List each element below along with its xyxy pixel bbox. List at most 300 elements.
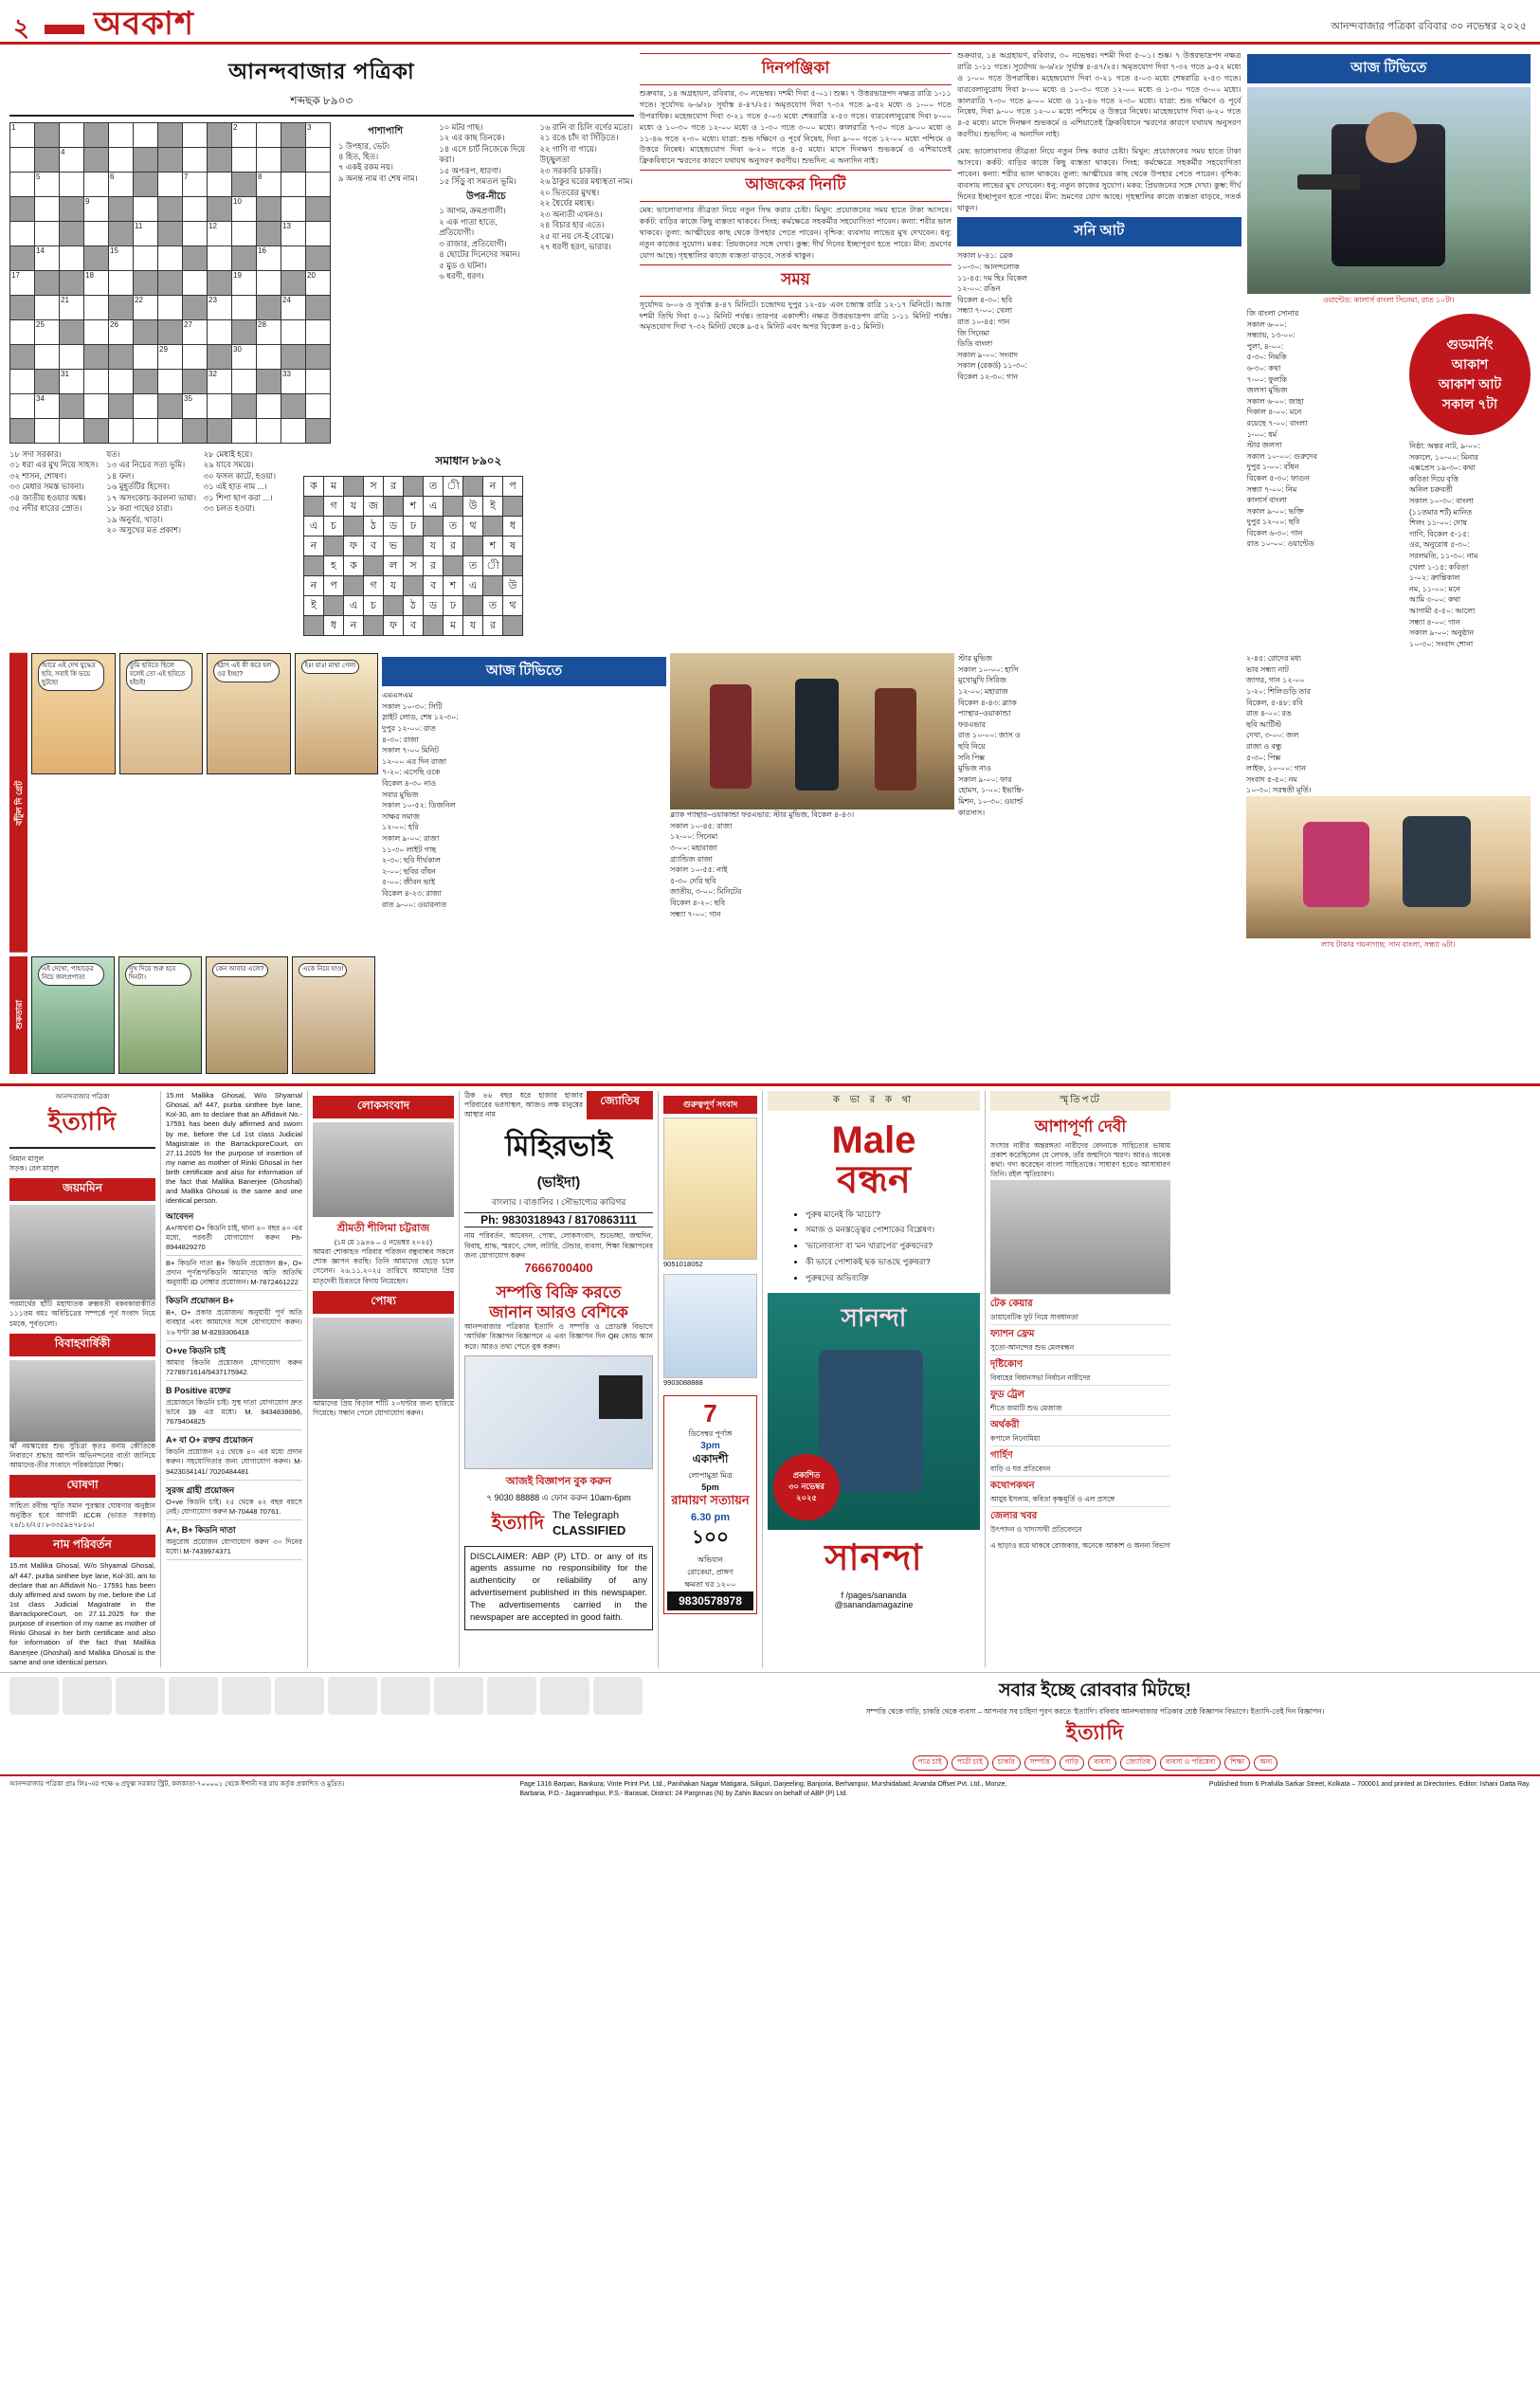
clue-item: রাত ১০-৪৫: গান: [957, 318, 1010, 327]
clue-item: দেখা, ৩-০০: জল: [1246, 731, 1299, 740]
across-heading: পাশাপাশি: [368, 126, 404, 136]
clue-item: ৫-৩০: পিক্স: [1246, 753, 1281, 762]
clue-item: ৪-৩০: রাজা: [382, 735, 419, 744]
camera-icon: [593, 1677, 643, 1715]
crossword-logo: [9, 54, 634, 112]
classified-ad-body: অনুরোধ প্রয়োজন যোগাযোগ করুন ৩০ দিনের মধ্যে। M-7439974371: [166, 1536, 302, 1555]
facebook-handle[interactable]: f /pages/sananda: [841, 1590, 907, 1600]
book-ad-phone[interactable]: ৭ 9030 88888 এ ফোন করুন 10am-6pm: [486, 1492, 631, 1502]
small-ad-heading[interactable]: গুরুত্বপূর্ণ সংবাদ: [663, 1096, 757, 1114]
affidavit-text: 15.mt Mallika Ghosal, W/o Shyamal Ghosal, a/f 447, purba sinthee bye lane, Kol-30, am to declare that an Affidavit No.- 17591 has been duly affirmed and sworn by me, before the Ld 1st class Judicial Magistrate in the BarrackporeCourt, on 27.11.2025 for the purpose of insertion of my name as mother of Rinki Ghosal in her birth certificate and also for information of the fact that Mallika Banerjee (Ghoshal) and Mallika Ghosal is the same and one identical person.: [9, 1561, 155, 1666]
magazine-section-body: উৎপাদন ও খাদ্যসাথী প্রতিবেদনে: [990, 1525, 1082, 1535]
theatre-price-sub: অভিযান: [698, 1555, 723, 1565]
clue-item: কারসাস।: [958, 808, 986, 817]
clue-item: সকাল ৯-০০: ফার: [958, 774, 1012, 784]
clue-item: ১৮ সদা সরকার।: [9, 449, 62, 459]
page-footer: [0, 1774, 1540, 1803]
clue-item: ১৮ করা গাছের চারা।: [106, 503, 173, 514]
clue-item: রাত ৯-০০: ওয়ারনাত: [382, 900, 447, 909]
magazine-section-title: অর্থকরী: [990, 1420, 1020, 1430]
promo-tag[interactable]: পাত্র চাই: [913, 1755, 948, 1771]
clue-item: নিষ্ঠা: অন্তর নাট, ৯-০০:: [1409, 442, 1480, 450]
itadi-rate-2: সড়ক। রেল মাসুল: [9, 1164, 60, 1173]
clue-item: দুপুর ১২-০০: ছবি: [1246, 518, 1300, 527]
comics-section: [0, 649, 1540, 956]
clue-item: সন্ধ্যায়, ১৩-০০:: [1246, 331, 1295, 340]
astrologer-tagline: বাংলার । বাঙালির । সৌভাগ্যের কারিগর: [491, 1197, 626, 1208]
tent-icon: [169, 1677, 218, 1715]
announcement-text: সাহিত্য রবীন্দ্র স্মৃতি সমান পুরস্কার ঘোষণার অনুষ্ঠান অনুষ্ঠিত হবে আগামী ICCR (ভারত সরকার) ২৪/১২/২৫। ৮৩৩৫৯৪৭৮৫৬।: [9, 1501, 155, 1530]
clue-item: সংবাদ ৫-৫০: নম: [1246, 774, 1297, 784]
classified-ad[interactable]: [166, 1256, 302, 1291]
masthead-rule: [45, 25, 84, 34]
clue-item: সন্ধ্যা ৭-০০: নিম: [1246, 484, 1297, 494]
magazine-section: [990, 1506, 1170, 1536]
magazine-section-body: শীতে জমাটি শুভ মেজাজ: [990, 1403, 1062, 1412]
telegraph-classified-logo: [553, 1510, 625, 1537]
clue-item: সকাল ৮-৪১: ব্রেক: [957, 251, 1013, 261]
almanac-continued-2: মেষ: ভালোবাসার তীব্রতা নিয়ে নতুন সিদ্ধ করার চেষ্টা। মিথুন: প্রয়োজনের সময় হাতে টাকা আসবে। কর্কট: বাড়ির কাজে কিছু ব্যস্ততা থাকবে। সিংহ: কর্মক্ষেত্রে সহকর্মীর সহযোগিতা পাবেন। কন্যা: শরীর ভাল থাকবে। তুলা: আত্মীয়ের কাছ থেকে উপহার পেতে পারেন। বৃশ্চিক: ব্যবসায় লাভের মুখ দেখবেন। ধনু: নতুন কাজের সুযোগ। মকর: প্রিয়জনের সঙ্গে দেখা। কুম্ভ: দীর্ঘ দিনের ইচ্ছাপূরণ হতে পারে। মীন: ভ্রমণের যোগ আছে। গৃহস্থালির কাজে ব্যস্ততা বাড়বে, সতর্ক থাকুন।: [957, 147, 1241, 212]
clue-item: ৩১ এই হাত নাম ...।: [203, 482, 267, 492]
crossword-grid[interactable]: 1 2 3 4 5 6 7 8 9 10 11 12 13 14 15 16 17 18 19 20 21 22 23 24 25 26 27 28 29 30 31 32 33 34 35: [9, 122, 331, 444]
clue-item: কালার্স বাংলা: [1246, 496, 1287, 505]
clues-col-c: [540, 122, 634, 282]
clue-item: উচ্ছ্বলতা: [539, 155, 571, 165]
instagram-handle[interactable]: @sanandamagazine: [834, 1599, 914, 1609]
tv-subheading-sony: সনি আট: [957, 217, 1241, 246]
ajker-dinti-body: মেষ: ভালোবাসার তীব্রতা নিয়ে নতুন সিদ্ধ করার চেষ্টা। মিথুন: প্রয়োজনের সময় হাতে টাকা আসবে। কর্কট: বাড়ির কাজে কিছু ব্যস্ততা থাকবে। সিংহ: কর্মক্ষেত্রে সহকর্মীর সহযোগিতা পাবেন। কন্যা: শরীর ভাল থাকবে। তুলা: আত্মীয়ের কাছ থেকে উপহার পেতে পারেন। বৃশ্চিক: ব্যবসায় লাভের মুখ দেখবেন। ধনু: নতুন কাজের সুযোগ। মকর: প্রিয়জনের সঙ্গে দেখা। কুম্ভ: দীর্ঘ দিনের ইচ্ছাপূরণ হতে পারে। মীন: ভ্রমণের যোগ আছে। গৃহস্থালির কাজে ব্যস্ততা বাড়বে, সতর্ক থাকুন।: [639, 206, 952, 260]
clue-item: দুপুর ১-০০: বাঁধন: [1246, 463, 1299, 472]
promo-tag[interactable]: শিক্ষা: [1224, 1755, 1250, 1771]
clue-item: সকাল ১০-০০: গুরুদেব: [1246, 451, 1317, 461]
clue-item: ছবি নিয়ে: [958, 742, 986, 752]
footer-left: আনন্দবাজার পত্রিকা প্রাঃ লিঃ-এর পক্ষে ৬ প্রফুল্ল সরকার স্ট্রিট, কলকাতা-৭০০০০১ থেকে ঈশানী দত্ত রায় কর্তৃক প্রকাশিত ও মুদ্রিত।: [9, 1780, 345, 1788]
clue-item: ৬-৩০: কথা: [1246, 363, 1281, 373]
clue-item: ২২ গাণি বা গায়ে।: [539, 143, 597, 154]
promo-icons: [9, 1677, 654, 1771]
magazine-section-title: টেক কেয়ার: [990, 1298, 1033, 1309]
classified-ad[interactable]: [166, 1430, 302, 1480]
clue-item: সকাল ১০-৪৫: রাজা: [670, 821, 733, 830]
clue-item: ১-০০: ধর্ম: [1246, 429, 1277, 439]
clue-item: মিশন, ১০-৩০: ওয়ার্ল্ড: [958, 797, 1024, 806]
clue-item: জাগর, গান ১২-০০: [1246, 676, 1305, 685]
clue-item: সকাল ১০-৩০: সিটি: [382, 701, 443, 711]
classified-ad-title: কিডনি প্রয়োজন B+: [166, 1296, 234, 1306]
magazine-section-title: ফ্যাশন ফ্রেম: [990, 1328, 1035, 1339]
clue-item: ৩২ শাসন, শোষণ।: [9, 470, 67, 481]
clue-item: (১১তমার শর্ট) মানিত: [1409, 507, 1473, 517]
comic-panel: [206, 956, 289, 1074]
clue-item: ১৭ অসংকোচ করলনা ভাষা।: [106, 492, 196, 502]
cover-bullet: • পুরুষদের অভিব্যক্তি: [806, 1272, 980, 1285]
clue-item: ফরএভার: [958, 719, 987, 729]
badge-line3: ২০২৫: [795, 1492, 818, 1502]
promo-tag[interactable]: অন্য: [1254, 1755, 1277, 1771]
classified-ad-body: B+, O+ প্রকার প্রয়োজন/ অনুযায়ী পূর্ণ অতি ব্যবহার এবং আমাদের সঙ্গে যোগাযোগ করুন। ২৬ ঘণ্টা 38 M-8293306418: [166, 1308, 302, 1336]
comic-strip-2-label: শুকতারা: [9, 956, 27, 1074]
promo-logo: ইত্যাদি: [1065, 1719, 1125, 1744]
magazine-cover-image: সানন্দা প্রকাশিত ৩০ নভেম্বর ২০২৫: [768, 1293, 980, 1530]
classified-ad-title: সুরজ গ্রাহী প্রয়োজন: [166, 1484, 235, 1495]
mid-tv-block-2: [958, 653, 1242, 953]
clue-item: সকাল ৬-০০:: [1246, 319, 1287, 329]
magazine-section: [990, 1294, 1170, 1324]
clue-item: রাজা ও বন্ধু: [1246, 742, 1282, 752]
crossword-column: [9, 50, 634, 649]
somoy-heading: সময়: [640, 264, 951, 297]
clue-item: ৭-২০: এসেছি ওকে: [382, 768, 441, 777]
divider: [9, 115, 634, 117]
classified-ad[interactable]: [166, 1207, 302, 1256]
comic-bubble: সুখ দিয়ে শুরু হবে দিনটা।: [125, 963, 191, 986]
clue-item: বিকেল ৫-৩০: ফাগুন: [1246, 473, 1311, 482]
almanac-column: [640, 50, 951, 649]
theatre-venue: রোকেয়া, প্রাঙ্গণ: [687, 1568, 734, 1577]
clue-item: সকালে, ১০-০০: মিনার: [1409, 452, 1478, 462]
classified-ad[interactable]: [166, 1381, 302, 1430]
clue-item: আমি ৩-০০: কথা: [1409, 595, 1461, 605]
memoir-author: আশাপূর্ণা দেবী: [1034, 1118, 1127, 1136]
clue-item: বিকেল ৪-৪৩: ব্ল্যাক: [958, 698, 1017, 707]
clue-item: জলসা মুভিজ: [1246, 386, 1288, 395]
clue-item: অনিল চক্রবর্তী: [1409, 485, 1453, 495]
abp-name: আনন্দবাজার পত্রিকা: [228, 59, 415, 83]
clue-item: পুলা, ৪-০০:: [1246, 341, 1284, 351]
loksangbad-heading[interactable]: লোকসংবাদ: [313, 1096, 454, 1118]
obituary-text: পরমার্থের হাঁটি মহাঘাতক রুক্মবতী বকবকারাকীর্তি ১১১তম বয়ঃ অবিচিত্রের সম্পর্কে পূর্ব সংবাদ নিয়ে চমকে, পূর্বগুলো।: [9, 1300, 155, 1328]
classified-ad[interactable]: [166, 1520, 302, 1560]
promo-body: সম্পত্তি থেকে গাড়ি, চাকরি থেকে ব্যবসা – আপনার সব চাহিদা পূরণ করতে 'ইত্যাদি'। রবিবার আনন্দবাজার পত্রিকার শ্রেষ্ঠ বিজ্ঞাপন বিভাগে। ইত্যাদি-তেই দিন বিজ্ঞাপন।: [865, 1706, 1325, 1716]
comic-panel: [292, 956, 375, 1074]
black-panther-photo: [670, 653, 954, 809]
pet-heading[interactable]: পোষ্য: [313, 1291, 454, 1314]
classified-ad-title: A+, B+ কিডনি দাতা: [166, 1524, 236, 1535]
clue-item: ২৪ বিচার হার এতে।: [539, 220, 605, 230]
magazine-section: [990, 1446, 1170, 1476]
clue-item: বিকেল ৪-৩০ নাও: [382, 779, 437, 789]
clue-item: সরলমতি, ১১-৩০: নাম: [1409, 551, 1478, 560]
magazine-section: [990, 1415, 1170, 1446]
clue-item: রাত ৪-০০: রঙ: [1246, 709, 1292, 718]
mid-tv-heading: আজ টিভিতে: [382, 657, 666, 686]
classified-ad-body: A+/অথবা O+ কিডনি চাই, থানা ৪০ বছর ৪০ এর মধ্যে, পরবর্তী যোগাযোগ করুন Ph-8944829270: [166, 1223, 302, 1251]
clue-item: সাক্ষর সমাজ: [382, 811, 420, 821]
clue-item: লাইফ, ১০-০০: গান: [1246, 764, 1306, 773]
clue-item: যত।: [106, 449, 120, 459]
ad-line-4: সকাল ৭টা: [1441, 396, 1498, 411]
classified-ad-body: প্রয়োজনে কিডনি চাই। সুস্থ দাতা যোগাযোগ দ্রুত ভাবে 39 এর মধ্যে। M. 9434838696, 7679404825: [166, 1397, 302, 1427]
clue-item: সকাল ১০-৫৫: নাই: [670, 865, 728, 875]
magazine-section-body: ডায়াবেটিক ফুট নিয়ে সাবধানতা: [990, 1312, 1078, 1321]
mid-photo-block: [670, 653, 954, 953]
memorial-dates: (১ম মে ১৯৪৬ – ৫ নভেম্বর ২০২৫): [334, 1238, 433, 1246]
page-number: ২: [13, 13, 29, 42]
clue-item: সন্ধ্যা ৭-০০: গান: [670, 909, 721, 918]
clue-item: সকাল ৯-০০: রাজা: [382, 834, 440, 843]
clue-item: ২৯ যাবে সময়ে।: [203, 460, 254, 470]
clue-item: ১ উপহার, ভেট।: [338, 140, 390, 151]
clue-item: ৩৩ চলত হওয়া।: [203, 503, 255, 514]
classified-ad-title: আবেদন: [166, 1210, 194, 1221]
appeal-list: [166, 1207, 302, 1561]
ad-line-1: গুডমর্নিং: [1446, 336, 1494, 352]
clue-item: ১১-৪৫: দম ছিঃ বিকেল: [957, 273, 1028, 282]
classified-col-3: [313, 1091, 460, 1667]
promo-tag[interactable]: জ্যোতিষ: [1120, 1755, 1156, 1771]
clue-item: খেলা ১-১৫: কবিতা: [1409, 562, 1469, 572]
mid-tv-block: [382, 653, 666, 953]
somoy-body: সূর্যোদয় ৬-০৬ ও সূর্যাস্ত ৪-৪৭ মিনিটে। চন্দ্রোদয় দুপুর ১২-৫৮ এবং চন্দ্রাস্ত রাত্রি ১২-১৭ মিনিটে। আজ দশমী তিথি দিবা ৫-০১ মিনিট পর্যন্ত। তারপর একাদশী। নক্ষত্র উত্তরভাদ্রপদ রাত্রি ১-১১ মিনিট পর্যন্ত। অমৃতযোগ দিবা ৭-৩২ মিনিট থেকে ৯-৫২ মিনিট এবং অপর বিকেল ৪-৫১ মিনিট।: [639, 300, 952, 332]
classified-ad-title: O+ve কিডনি চাই: [166, 1345, 226, 1355]
clue-item: জি সিনেমা: [957, 328, 990, 337]
book-ad-heading: আজই বিজ্ঞাপন বুক করুন: [505, 1475, 612, 1487]
clue-item: ১০-৩০: সরস্বতী মূর্তি।: [1246, 786, 1312, 795]
clue-item: গাণি, বিকেল ৫-১৫:: [1409, 529, 1470, 538]
clue-item: ১২-০০: রঙিন: [957, 284, 1001, 294]
classified-col-4: [464, 1091, 659, 1667]
theatre-show1-title: একাদশী: [692, 1452, 729, 1466]
classified-col-2: [166, 1091, 308, 1667]
tv-circle-ad-wrap: [1409, 308, 1531, 649]
masthead: [0, 0, 1540, 45]
clue-item: ১২ এর কাছ তিনকে।: [439, 133, 505, 143]
tv-photo-wanted: [1247, 87, 1531, 294]
jyotish-heading[interactable]: জ্যোতিষ: [587, 1091, 653, 1119]
classified-booking-phone[interactable]: 7666700400: [524, 1260, 593, 1275]
anniversary-heading[interactable]: বিবাহবার্ষিকী: [9, 1334, 155, 1356]
clue-item: ২৬ ঠাকুর ঘরের মধ্যস্থতা নাম।: [539, 176, 633, 187]
clue-item: সকাল (রেকর্ড) ১১-৩০:: [957, 361, 1027, 371]
clues-col-a: [338, 122, 432, 282]
cover-bullet: • 'ভালোবাসা' বা 'মন খারাপের' পুরুষদের?: [806, 1240, 980, 1253]
clue-item: সকাল ৬-০০: জাহা: [1246, 396, 1304, 406]
cover-bullet: • পুরুষ মানেই কি 'মাচো'?: [806, 1209, 980, 1222]
theatre-show3-title: রামায়ণ সত্যায়ন: [671, 1493, 750, 1508]
ajker-dinti-heading: আজকের দিনটি: [640, 170, 951, 202]
clue-item: বিকেল ১২-৩০: গান: [957, 373, 1019, 381]
comic-strip-1-label: বাঁটুল দি গ্রেট: [9, 653, 27, 953]
clue-item: সবার মুভিজ: [382, 790, 419, 799]
clue-item: ১০-৩০: সংবাদ শোনা: [1409, 639, 1474, 648]
memoir-label: স্মৃতিপটে: [990, 1091, 1170, 1111]
classified-ad-title: B Positive রক্তের: [166, 1385, 231, 1395]
comic-bubble: আরে এই দেখ যুদ্ধের ছবি, সবাই কি ভয়ে ছুটছে!: [38, 660, 104, 690]
clue-item: ১৫ অপরূপ, ধারণা।: [439, 165, 502, 175]
classified-ad-body: B+ কিডনি দাতা B+ কিডনি প্রয়োজন B+, O+ প্রদান পূর্ণরূপ/কিডনি আমাদের অতি অতিথি অনুযায়ী ID নোম্বার প্রয়োজন। M-7872461222: [166, 1258, 302, 1287]
clue-item: ৩৪ জাতীয় হওয়ার অঙ্ক।: [9, 492, 86, 502]
dinpanjika-body: শুক্রবার, ১৪ অগ্রহায়ণ, রবিবার, ৩০ নভেম্বর। দশমী দিবা ৫-০১। শুষ্ক। ৭ উত্তরভাদ্রপদ নক্ষত্র রাত্রি ১-১১ গতে। সূর্যোদয় ৬-৬/২৮ সূর্যাস্ত ৪-৪৭/২৫। অমৃতযোগ দিবা ৭-৩২ গতে ৯-৫২ মধ্যে ও ১-০০ গতে উপরাধিক। মহেন্দ্রযোগ দিবা ৩-২১ গতে ৫-০৩ মধ্যে শেষরাত্রি ২-৫৩ গতে। বারবেলানুরোধ দিবা ৮-০০ মধ্যে ও ১০-৩০ গতে ১২-০০ মধ্যে ও ১-৩০ গতে ৩-০০ মধ্যে। কালরাত্রি ৭-৩০ গতে ৯-০০ মধ্যে ও ১১-৪৬ গতে ২-৩০ মধ্যে। যাত্রা: শুভ দক্ষিণে ও পূর্বে নিষেধ, দিবা ৯-০০ গতে ১২-০০ মধ্যে পশ্চিমে ও উত্তরে নিষেধ। মাহেন্দ্রযোগ দিবা ৬-২০ গতে ৪-৫ মধ্যে। মাসে দিনক্ষণ শুভকর্মে ও এশিয়াতেই ফ্রিকবিধানে স্মরণের কারণে যথাযথ অনুসরণ করণীয়। শুভদিন: এ অন্যদিন নাই।: [639, 89, 952, 166]
promo-text-block: [660, 1677, 1531, 1771]
clue-item: ২৫ যা নয় সে-ই বোঝে।: [539, 230, 614, 241]
classified-ad-title: A+ বা O+ রক্তর প্রয়োজন: [166, 1435, 253, 1446]
name-change-heading[interactable]: নাম পরিবর্তন: [9, 1535, 155, 1557]
clue-item: ভাব সন্ধ্যা নাট: [1246, 664, 1289, 674]
clue-item: ৩০ ফসল কাটে, হওয়া।: [203, 470, 277, 481]
magazine-section: [990, 1324, 1170, 1355]
magazine-section: [990, 1476, 1170, 1506]
clue-item: সনি পিক্স: [958, 753, 986, 762]
laptop-icon: [328, 1677, 377, 1715]
car-icon: [63, 1677, 112, 1715]
clue-item: ৫-৩০ দেরি ছবি: [670, 876, 716, 885]
comic-row-2: [31, 956, 375, 1074]
clue-item: ৩৩ মেধার সমস্ত ভাবনা।: [9, 482, 84, 492]
theatre-phone[interactable]: 9830578978: [667, 1591, 753, 1610]
pet-photo: [313, 1318, 454, 1399]
clue-item: ৫-৩০: নিমকি: [1246, 353, 1287, 362]
announcement-heading[interactable]: ঘোষণা: [9, 1475, 155, 1498]
clue-item: ৫-০০: জীবন ভাই: [382, 878, 436, 887]
astrologer-phone[interactable]: Ph: 9830318943 / 8170863111: [464, 1212, 653, 1227]
clue-item: ১০ মটর গাছ।: [439, 122, 483, 132]
house-icon: [275, 1677, 324, 1715]
promo-tag[interactable]: পাত্রী চাই: [951, 1755, 988, 1771]
comic-bubble: তুমি ছবিতে ছিলে বলেই তো এই ছবিতে হইচই!: [126, 660, 192, 690]
promo-tag[interactable]: সম্পত্তি: [1024, 1755, 1056, 1771]
solution-title: সমাধান ৮৯০২: [435, 454, 502, 467]
almanac-continued: শুক্রবার, ১৪ অগ্রহায়ণ, রবিবার, ৩০ নভেম্বর। দশমী দিবা ৫-০১। শুষ্ক। ৭ উত্তরভাদ্রপদ নক্ষত্র রাত্রি ১-১১ গতে। সূর্যোদয় ৬-৬/২৮ সূর্যাস্ত ৪-৪৭/২৫। অমৃতযোগ দিবা ৭-৩২ গতে ৯-৫২ মধ্যে ও ১-০০ গতে উপরাধিক। মহেন্দ্রযোগ দিবা ৩-২১ গতে ৫-০৩ মধ্যে শেষরাত্রি ২-৫৩ গতে। বারবেলানুরোধ দিবা ৮-০০ মধ্যে ও ১০-৩০ গতে ১২-০০ মধ্যে ও ১-৩০ গতে ৩-০০ মধ্যে। কালরাত্রি ৭-৩০ গতে ৯-০০ মধ্যে ও ১১-৪৬ গতে ২-৩০ মধ্যে। যাত্রা: শুভ দক্ষিণে ও পূর্বে নিষেধ, দিবা ৯-০০ গতে ১২-০০ মধ্যে পশ্চিমে ও উত্তরে নিষেধ। মাহেন্দ্রযোগ দিবা ৬-২০ গতে ৪-৫ মধ্যে। মাসে দিনক্ষণ শুভকর্মে ও এশিয়াতেই ফ্রিকবিধানে স্মরণের কারণে যথাযথ অনুসরণ করণীয়। শুভদিন: এ অন্যদিন নাই।: [957, 51, 1241, 139]
theatre-date-sub: ডিসেম্বর পূর্ণাঙ্গ: [688, 1429, 733, 1439]
memoir-portrait: [990, 1180, 1170, 1294]
clue-item: ১২-০০: মহারাজ: [958, 687, 1008, 697]
clue-item: ১৬ রানি বা চিলি বর্ণের মতো।: [539, 122, 633, 132]
itadi-rate-1: বিমান মাসুল: [9, 1155, 45, 1163]
classified-col-5: [663, 1091, 763, 1667]
classified-ad[interactable]: [166, 1341, 302, 1381]
classified-ad[interactable]: [166, 1291, 302, 1340]
astrologer-name: মিহিরভাই: [505, 1131, 612, 1163]
clue-item: ১৪ ফল।: [106, 470, 135, 481]
clue-item: রাত ১০-০০: ওয়ান্টেড: [1246, 539, 1314, 549]
small-ad-phone-1[interactable]: 9051018052: [663, 1260, 703, 1268]
small-ad-phone-2[interactable]: 9903088888: [663, 1378, 703, 1388]
clue-item: আগামী ৫-৫০: আলো: [1409, 606, 1476, 615]
memorial-portrait: [313, 1122, 454, 1217]
clue-item: ৩ রাজার, প্রতিযোগী।: [439, 238, 507, 248]
comic-bubble: একে নিয়ে যাও!: [299, 963, 347, 977]
tv-col-zee: [1247, 308, 1405, 649]
clue-item: বিকেল, ৫-৪৮: রবি: [1246, 698, 1303, 707]
qr-promo-image: [464, 1355, 653, 1469]
clue-item: দুপুর ১২-০০: রাত: [382, 724, 436, 734]
promo-tag[interactable]: ব্যবসা ও পরিষেবা: [1160, 1755, 1221, 1771]
clue-item: বিকেল ৪-২৩: রাজা: [382, 888, 442, 898]
clue-item: স্লাইট লোড, শেষ ১২-৩০:: [382, 713, 459, 722]
clue-item: এক্সপ্রেস ১৯-৩০: কথা: [1409, 464, 1476, 473]
comic-panel: [118, 956, 202, 1074]
jaymin-heading[interactable]: জয়মমিন: [9, 1178, 155, 1201]
clue-block: [338, 122, 634, 444]
tv-photo-caption: ওয়ান্টেড: কালার্স বাংলা সিনেমা, রাত ১০টা।: [1322, 296, 1455, 304]
clue-item: গ্র্যান্ডিজ রাজা: [670, 854, 713, 864]
sun-bangla-caption: লাখ টাকার গয়নাগাছ: সান বাংলা, সন্ধ্যা ৬টা।: [1321, 940, 1456, 949]
cover-story-column: [768, 1091, 986, 1667]
clue-item: সকাল ১০-৫২: ডিজনিল: [382, 801, 456, 810]
cover-bullet: • সমাজ ও মনস্তত্ত্বের পোশাকের বিশ্লেষণ।: [806, 1224, 980, 1237]
itadi-logo: ইত্যাদি: [47, 1107, 118, 1136]
dinpanjika-heading: দিনপঞ্জিকা: [640, 53, 951, 85]
promo-tag[interactable]: গাড়ি: [1060, 1755, 1085, 1771]
comic-panel: [31, 653, 116, 774]
classified-ad[interactable]: [166, 1481, 302, 1520]
theatre-contact: ক্ষমতা ঘর ১২০০: [684, 1580, 736, 1590]
theatre-ad[interactable]: [663, 1395, 757, 1614]
publication-badge: [773, 1454, 840, 1520]
comic-panel: [207, 653, 291, 774]
footer-printers: Page 1316 Barpan, Bankura; Vinte Print Pvt. Ltd., Panihakan Nagar Matigara, Siliguri, Darjeeling; Banjoria, Berhampur, Murshidabad; Ananda Offset Pvt. Ltd., Monze, Barbaria, P.O.- Jagannathpur, P.S.- Barasat, District: 24 Pargnnas (N) by Zahin Bacsni on behalf of ABP (P) Ltd.: [519, 1780, 1007, 1797]
clue-item: ১২-০০: সিনেমা: [670, 832, 718, 842]
classified-section: [0, 1083, 1540, 1774]
sananda-logo: সানন্দা: [824, 1537, 923, 1578]
clue-item: মুখোমুখি সিরিজ: [958, 676, 1006, 685]
clue-item: স্টার জলসা: [1246, 441, 1282, 450]
promo-tag[interactable]: চাকরি: [992, 1755, 1021, 1771]
clue-item: ১৪ এসে চার্ট নিজেকে দিয়ে করা।: [439, 143, 526, 165]
clue-item: শিলং ১১-০০: দোষ: [1409, 518, 1467, 528]
clue-item: ১ আগম, ক্রমপ্রণালী।: [439, 206, 506, 216]
property-ad-line-2: জানান আরও বেশিকে: [489, 1303, 628, 1321]
classified-ad-body: আমার কিডনি প্রয়োজন যোগাযোগ করুন 7278971614/9437175942.: [166, 1357, 302, 1376]
comics-section-2: [0, 956, 1540, 1078]
clue-item: ২-৩০: ছবি দীর্ঘকাল: [382, 856, 441, 865]
astro-intro: ঠিক ৪৬ বছর ধরে হাজার হাজার পরিবারের ভরসাস্থল, আজও লক্ষ মানুষের আস্থার নাম: [464, 1091, 583, 1119]
graduation-icon: [116, 1677, 165, 1715]
clue-item: ৫ মুড ও ঘটনা।: [439, 260, 487, 270]
property-ad-line-1: সম্পত্তি বিক্রি করতে: [496, 1282, 622, 1301]
tv-channel-zee: জি বাংলা সোনার: [1246, 309, 1299, 318]
anniversary-text: ঝাঁ নমস্কারের শুভ সুচিত্রা কৃতঃ বনাম কৌতিকে নিবারণে শ্রদ্ধার আপনি অভিনন্দনের বার্তা জানিয়ে আমাদের-তীর সংবাদে পরিকাঠামো শিক্ষা।: [9, 1441, 155, 1469]
mid-tv-title-3: স্টার মুভিজ: [958, 654, 993, 664]
tv-column: [1247, 50, 1531, 649]
classified-categories: নাম পরিবর্তন, আবেদন, পোষ্য, লোকসংবাদ, শুভেচ্ছা, জন্মদিন, বিবাহ, শ্রাদ্ধ, স্মরণে, সেল, লটারি, টেন্ডার, ব্যবসা, শিক্ষা বিজ্ঞাপনের জন্য যোগাযোগ করুন: [464, 1231, 653, 1260]
clue-item: ৬ ধরণী, ধরণ।: [439, 271, 484, 282]
clue-item: ২৭ ধরণী হরণ, ভারার।: [539, 242, 611, 252]
magazine-section: [990, 1385, 1170, 1415]
phone-icon: [434, 1677, 483, 1715]
aaj-tvite-heading: আজ টিভিতে: [1247, 54, 1531, 83]
clue-item: ১৯ অনুর্বর, খাড়া।: [106, 514, 163, 524]
clue-item: ১৫ সিঁড়ু বা সমতল ভূমি।: [439, 176, 516, 187]
clue-item: বিকেল ৬-৩০: গান: [1246, 528, 1303, 537]
crossword-number: শব্দছক ৮৯০৩: [290, 94, 353, 107]
comic-bubble: কেন আবার এলে?: [212, 963, 268, 977]
clue-item: দিকাল ৪-০০: মনে: [1246, 408, 1302, 417]
cover-bullets: [768, 1209, 980, 1285]
clue-item: বিকেল ৪-৩০: ছবি: [957, 295, 1013, 304]
clue-item: ১৬ মুহূর্তটির হিসেব।: [106, 482, 171, 492]
clue-item: ২৮ মেধাই হয়ে।: [203, 449, 253, 459]
suitcase-icon: [222, 1677, 271, 1715]
clue-item: ২৩ অন্যতী এখনও।: [539, 209, 603, 219]
goodmorning-akash-ad[interactable]: [1409, 314, 1531, 435]
magazine-sections: [990, 1294, 1170, 1537]
edition-info: আনন্দবাজার পত্রিকা রবিবার ৩০ নভেম্বর ২০২৫: [1331, 21, 1527, 32]
clues-bottom: [9, 449, 294, 636]
clue-item: ১-২০: শিলিগুড়ি তার: [1246, 687, 1312, 697]
promo-tag[interactable]: ব্যবসা: [1088, 1755, 1116, 1771]
small-ad-image-2: [663, 1274, 757, 1378]
down-heading: উপর-নীচে: [466, 191, 506, 202]
comic-bubble: হঠাৎ এই কী করে হল ওর ইচ্ছা?: [213, 660, 280, 682]
clue-item: রয়েছে ৭-০০: বাংলা: [1246, 418, 1308, 427]
clue-item: ২০ অসুখের মত প্রকাশ।: [106, 525, 182, 536]
classified-name: CLASSIFIED: [552, 1522, 626, 1537]
book-icon: [381, 1677, 430, 1715]
clue-item: ৩-০০: মহারাজা: [670, 844, 717, 853]
theatre-show1-sub: লোপামুদ্রা মিত্র: [688, 1471, 733, 1481]
clue-item: প্যান্থার–ওয়াকান্ডা: [958, 709, 1011, 718]
